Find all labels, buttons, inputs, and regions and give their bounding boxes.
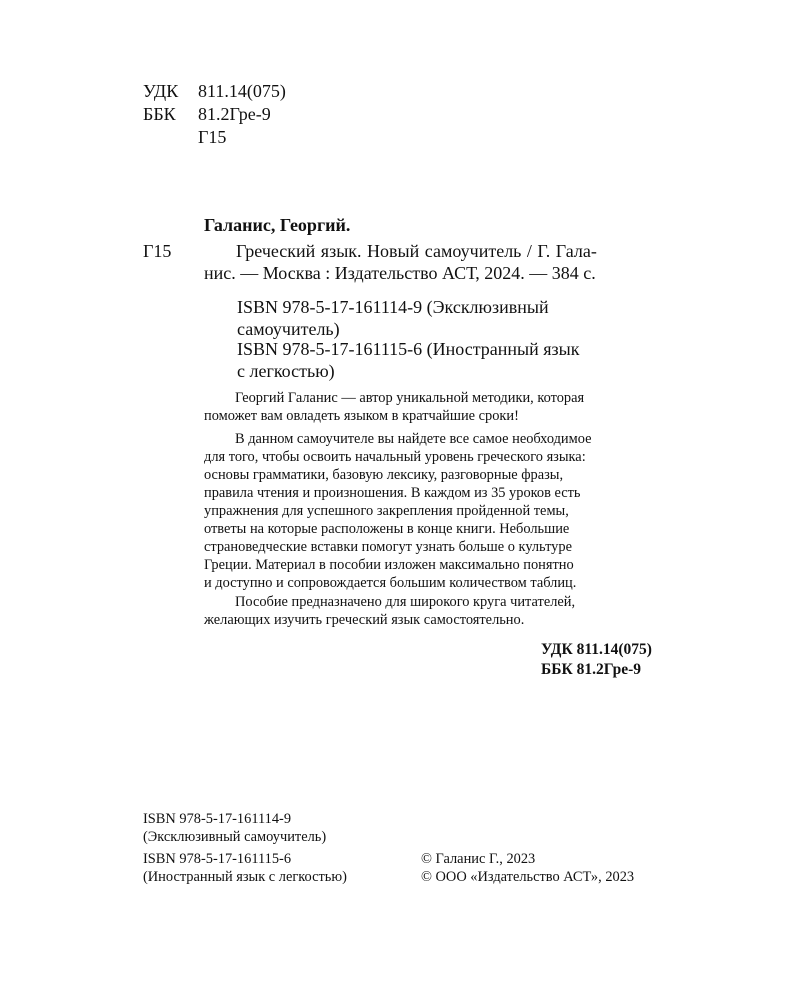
footer-isbn-2-note: (Иностранный язык с легкостью) [143, 869, 347, 885]
abstract-p2-line: и доступно и сопровождается большим количеством таблиц. [204, 575, 577, 591]
record-mark: Г15 [143, 241, 172, 261]
isbn-foreign-line-2: с легкостью) [237, 361, 335, 381]
abstract-p1-line: Георгий Галанис — автор уникальной методики, которая [235, 390, 585, 406]
abstract-p2-line: правила чтения и произношения. В каждом из 35 уроков есть [204, 485, 581, 501]
author-mark: Г15 [198, 127, 227, 147]
abstract-p2-line: Греции. Материал в пособии изложен максимально понятно [204, 557, 574, 573]
bbk-label: ББК [143, 104, 176, 124]
abstract-p2-line: упражнения для успешного закрепления пройденной темы, [204, 503, 569, 519]
abstract-p2-line: страноведческие вставки помогут узнать больше о культуре [204, 539, 572, 555]
abstract-p2-line: ответы на которые расположены в конце книги. Небольшие [204, 521, 570, 537]
isbn-foreign-line-1: ISBN 978-5-17-161115-6 (Иностранный язык [237, 339, 580, 359]
copyright-author: © Галанис Г., 2023 [421, 851, 536, 867]
isbn-exclusive-line-2: самоучитель) [237, 319, 340, 339]
abstract-p2-line: В данном самоучителе вы найдете все самое необходимое [235, 431, 592, 447]
udk-value: 811.14(075) [198, 81, 286, 101]
bbk-value: 81.2Гре-9 [198, 104, 271, 124]
abstract-p2-line: для того, чтобы освоить начальный уровень греческого языка: [204, 449, 586, 465]
bbk-code: ББК 81.2Гре-9 [541, 661, 642, 678]
footer-isbn-2: ISBN 978-5-17-161115-6 [143, 851, 292, 867]
isbn-exclusive-line-1: ISBN 978-5-17-161114-9 (Эксклюзивный [237, 297, 549, 317]
title-line-1: Греческий язык. Новый самоучитель / Г. Гала- [236, 241, 597, 261]
title-line-2: нис. — Москва : Издательство АСТ, 2024. — 384 с. [204, 263, 596, 283]
udk-label: УДК [143, 81, 179, 101]
footer-isbn-1-note: (Эксклюзивный самоучитель) [143, 829, 327, 845]
abstract-p3-line: Пособие предназначено для широкого круга читателей, [235, 594, 576, 610]
footer-isbn-1: ISBN 978-5-17-161114-9 [143, 811, 292, 827]
author-heading: Галанис, Георгий. [204, 215, 351, 235]
udk-code: УДК 811.14(075) [541, 641, 652, 658]
abstract-p3-line: желающих изучить греческий язык самостоятельно. [204, 612, 525, 628]
copyright-publisher: © ООО «Издательство АСТ», 2023 [421, 869, 635, 885]
abstract-p2-line: основы грамматики, базовую лексику, разговорные фразы, [204, 467, 564, 483]
abstract-p1-line: поможет вам овладеть языком в кратчайшие сроки! [204, 408, 519, 424]
